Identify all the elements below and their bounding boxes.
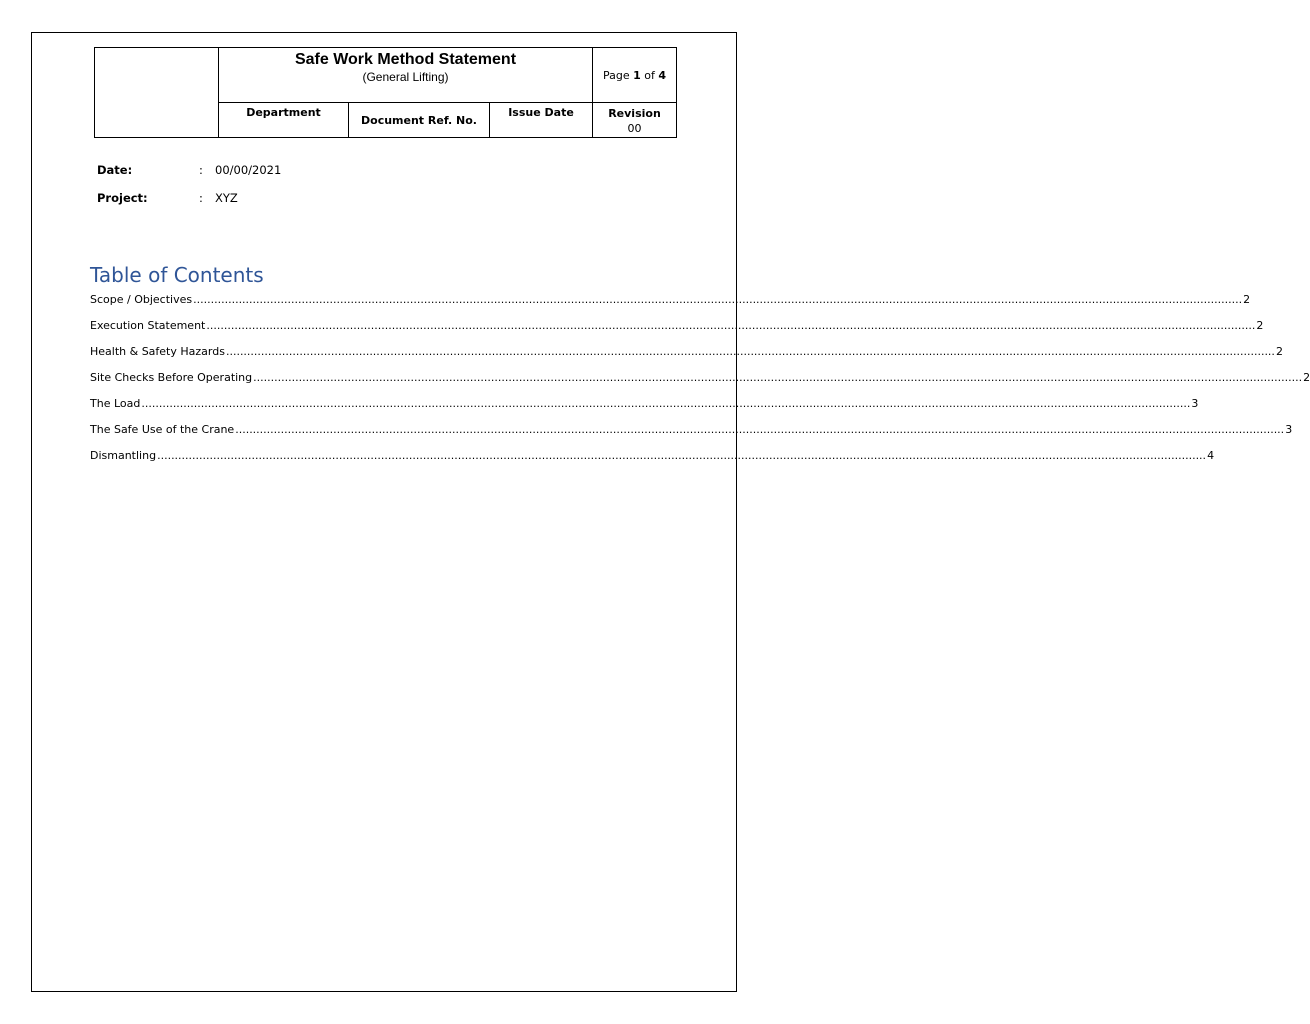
- toc-list: [90, 293, 1310, 475]
- project-value: XYZ: [215, 191, 238, 205]
- date-colon: :: [199, 163, 203, 177]
- toc-item[interactable]: [90, 449, 1215, 475]
- issue-date-header: Issue Date: [490, 103, 593, 137]
- toc-item[interactable]: [90, 397, 1199, 423]
- logo-cell: [95, 48, 219, 137]
- toc-item-text: The Load: [90, 397, 141, 410]
- toc-item[interactable]: [90, 293, 1251, 319]
- toc-item-text: Scope / Objectives: [90, 293, 193, 306]
- page-number-cell: [593, 48, 676, 103]
- page-total: 4: [658, 68, 667, 82]
- title-cell: [219, 48, 593, 103]
- toc-leader-dots: ............................................................................................................................................................................................................................................................................................................: [235, 423, 1285, 436]
- toc-leader-dots: ............................................................................................................................................................................................................................................................................................................: [253, 371, 1303, 384]
- toc-leader-dots: ............................................................................................................................................................................................................................................................................................................: [141, 397, 1191, 410]
- date-label: Date:: [97, 163, 133, 177]
- doc-ref-header: Document Ref. No.: [349, 103, 490, 137]
- document-subtitle: (General Lifting): [362, 70, 449, 84]
- document-title: Safe Work Method Statement: [294, 51, 517, 68]
- toc-item-page: 3: [1191, 397, 1199, 410]
- revision-value: 00: [627, 122, 642, 135]
- date-value: 00/00/2021: [215, 163, 282, 177]
- toc-item-text: Health & Safety Hazards: [90, 345, 225, 358]
- toc-title: Table of Contents: [90, 263, 264, 287]
- toc-leader-dots: ............................................................................................................................................................................................................................................................................................................: [157, 449, 1207, 462]
- toc-item[interactable]: [90, 345, 1283, 371]
- header-table: [94, 47, 677, 138]
- project-colon: :: [199, 191, 203, 205]
- toc-item-page: 3: [1285, 423, 1293, 436]
- revision-header: Revision: [608, 107, 661, 120]
- toc-item-text: Dismantling: [90, 449, 157, 462]
- toc-item[interactable]: [90, 423, 1293, 449]
- toc-leader-dots: ............................................................................................................................................................................................................................................................................................................: [225, 345, 1275, 358]
- document-page: [31, 32, 1310, 992]
- page-of: of: [644, 68, 655, 82]
- toc-item-page: 2: [1243, 293, 1251, 306]
- toc-item-text: Execution Statement: [90, 319, 206, 332]
- toc-item-page: 2: [1275, 345, 1283, 358]
- toc-item[interactable]: [90, 319, 1264, 345]
- toc-item[interactable]: [90, 371, 1310, 397]
- project-label: Project:: [97, 191, 148, 205]
- toc-item-page: 2: [1256, 319, 1264, 332]
- toc-item-page: 2: [1303, 371, 1310, 384]
- toc-item-text: Site Checks Before Operating: [90, 371, 253, 384]
- page-prefix: Page: [602, 68, 630, 82]
- revision-cell: [593, 103, 676, 137]
- toc-item-text: The Safe Use of the Crane: [90, 423, 235, 436]
- toc-item-page: 4: [1207, 449, 1215, 462]
- department-header: Department: [219, 103, 349, 137]
- page-current: 1: [633, 68, 641, 82]
- toc-leader-dots: ............................................................................................................................................................................................................................................................................................................: [193, 293, 1243, 306]
- toc-leader-dots: ............................................................................................................................................................................................................................................................................................................: [206, 319, 1256, 332]
